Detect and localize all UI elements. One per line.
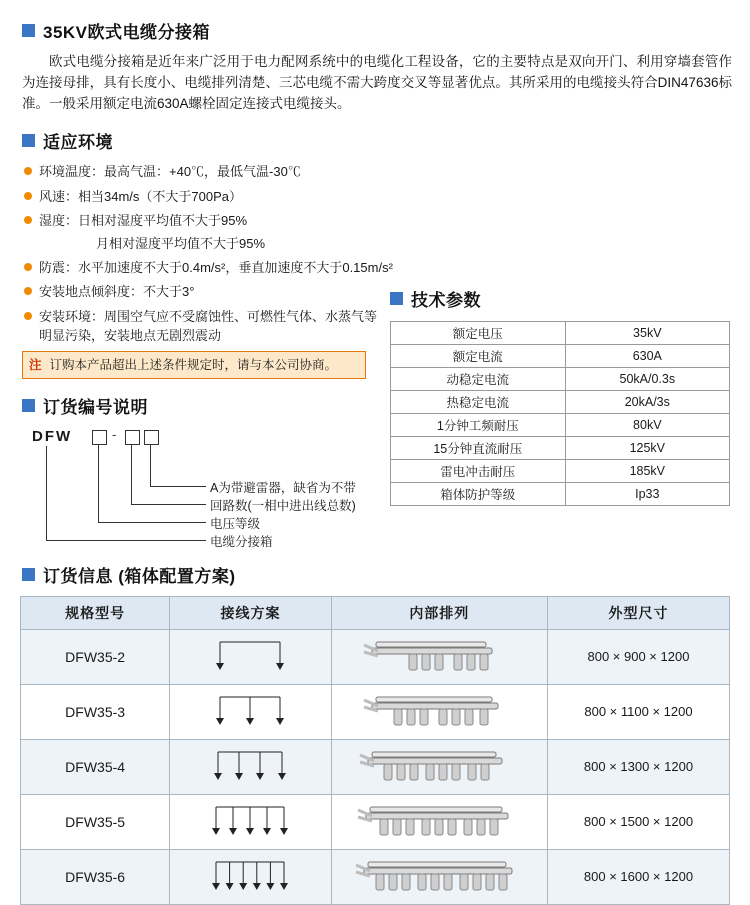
leader-line bbox=[46, 540, 206, 541]
cell-wiring-diagram bbox=[170, 629, 331, 684]
square-bullet-icon bbox=[22, 134, 35, 147]
table-row bbox=[21, 739, 730, 794]
tech-value: 35kV bbox=[565, 322, 729, 345]
cell-model: DFW35-3 bbox=[21, 684, 170, 739]
list-item bbox=[24, 307, 384, 345]
table-row bbox=[391, 368, 730, 391]
cell-model: DFW35-4 bbox=[21, 739, 170, 794]
tech-key: 额定电压 bbox=[391, 322, 566, 345]
square-bullet-icon bbox=[22, 24, 35, 37]
column-header-inner: 内部排列 bbox=[331, 596, 547, 629]
square-bullet-icon bbox=[390, 292, 403, 305]
wiring-diagram-5 bbox=[190, 801, 310, 843]
document-page bbox=[0, 18, 750, 885]
wiring-diagram-4 bbox=[190, 746, 310, 788]
cell-wiring-diagram bbox=[170, 684, 331, 739]
cell-dimensions: 800 × 1300 × 1200 bbox=[547, 739, 729, 794]
section-heading-ordercode-text: 订货编号说明 bbox=[43, 397, 148, 417]
tech-value: 630A bbox=[565, 345, 729, 368]
list-item-label: 安装环境：周围空气应不受腐蚀性、可燃性气体、水蒸气等明显污染，安装地点无剧烈震动 bbox=[39, 308, 378, 343]
tech-value: 125kV bbox=[565, 437, 729, 460]
wiring-diagram-3 bbox=[190, 691, 310, 733]
inner-layout-2 bbox=[354, 635, 524, 679]
intro-paragraph: 欧式电缆分接箱是近年来广泛用于电力配网系统中的电缆化工程设备，它的主要特点是双向开门、利用穿墙套管作为连接母排，具有长度小、电缆排列清楚、三芯电缆不需大跨度交叉等显著优点。其所采用的电缆接头符合DIN47636标准。一般采用额定电流630A螺栓固定连接式电缆接头。 bbox=[22, 54, 732, 111]
list-item bbox=[24, 258, 750, 277]
cell-inner-layout bbox=[331, 794, 547, 849]
code-legend-circuits: 回路数(一相中进出线总数) bbox=[210, 498, 356, 513]
section-heading-order-text: 订货信息 (箱体配置方案) bbox=[43, 566, 236, 586]
inner-layout-3 bbox=[354, 690, 524, 734]
inner-layout-4 bbox=[354, 745, 524, 789]
leader-line bbox=[150, 444, 151, 486]
page-title bbox=[22, 18, 750, 43]
section-heading-tech bbox=[390, 286, 735, 311]
code-legend-voltage: 电压等级 bbox=[210, 516, 261, 531]
cell-dimensions: 800 × 1500 × 1200 bbox=[547, 794, 729, 849]
tech-key: 雷电冲击耐压 bbox=[391, 460, 566, 483]
tech-value: 50kA/0.3s bbox=[565, 368, 729, 391]
column-header-model: 规格型号 bbox=[21, 596, 170, 629]
cell-dimensions: 800 × 1100 × 1200 bbox=[547, 684, 729, 739]
column-header-dimensions: 外型尺寸 bbox=[547, 596, 729, 629]
list-item-label: 安装地点倾斜度：不大于3° bbox=[39, 284, 195, 299]
table-row bbox=[391, 345, 730, 368]
cell-dimensions: 800 × 1600 × 1200 bbox=[547, 849, 729, 904]
inner-layout-5 bbox=[354, 800, 524, 844]
cell-model: DFW35-6 bbox=[21, 849, 170, 904]
tech-key: 1分钟工频耐压 bbox=[391, 414, 566, 437]
list-item-label: 湿度：日相对湿度平均值不大于95% bbox=[39, 213, 248, 228]
note-box bbox=[22, 351, 366, 379]
list-item-label: 环境温度：最高气温：+40℃，最低气温-30℃ bbox=[39, 164, 301, 179]
cell-inner-layout bbox=[331, 739, 547, 794]
cell-model: DFW35-2 bbox=[21, 629, 170, 684]
tech-key: 15分钟直流耐压 bbox=[391, 437, 566, 460]
tech-value: 20kA/3s bbox=[565, 391, 729, 414]
list-item bbox=[24, 187, 750, 206]
tech-key: 动稳定电流 bbox=[391, 368, 566, 391]
cell-inner-layout bbox=[331, 629, 547, 684]
leader-line bbox=[46, 446, 47, 540]
table-row bbox=[391, 391, 730, 414]
note-text: 订购本产品超出上述条件规定时，请与本公司协商。 bbox=[49, 357, 338, 372]
section-heading-environment-text: 适应环境 bbox=[43, 133, 113, 152]
code-legend-arrester: A为带避雷器，缺省为不带 bbox=[210, 480, 356, 495]
list-item-label: 风速：相当34m/s（不大于700Pa） bbox=[39, 188, 242, 204]
bullet-dot-icon bbox=[24, 263, 32, 271]
code-legend-product: 电缆分接箱 bbox=[210, 534, 273, 549]
note-label: 注 bbox=[29, 357, 42, 372]
section-heading-environment bbox=[22, 128, 750, 153]
leader-line bbox=[150, 486, 206, 487]
table-row bbox=[391, 322, 730, 345]
tech-value: Ip33 bbox=[565, 483, 729, 506]
order-info-table bbox=[20, 596, 730, 905]
bullet-dot-icon bbox=[24, 216, 32, 224]
table-row bbox=[391, 483, 730, 506]
cell-wiring-diagram bbox=[170, 849, 331, 904]
tech-key: 箱体防护等级 bbox=[391, 483, 566, 506]
cell-inner-layout bbox=[331, 684, 547, 739]
bullet-dot-icon bbox=[24, 167, 32, 175]
cell-model: DFW35-5 bbox=[21, 794, 170, 849]
list-item bbox=[24, 211, 750, 230]
section-heading-tech-text: 技术参数 bbox=[411, 291, 481, 310]
order-code-prefix: DFW bbox=[32, 427, 73, 445]
cell-dimensions: 800 × 900 × 1200 bbox=[547, 629, 729, 684]
bullet-dot-icon bbox=[24, 192, 32, 200]
table-row bbox=[391, 414, 730, 437]
inner-layout-6 bbox=[354, 855, 524, 899]
tech-value: 185kV bbox=[565, 460, 729, 483]
table-row bbox=[21, 849, 730, 904]
table-header-row bbox=[21, 596, 730, 629]
leader-line bbox=[131, 444, 132, 504]
page-title-text: 35KV欧式电缆分接箱 bbox=[43, 23, 211, 42]
square-bullet-icon bbox=[22, 399, 35, 412]
code-box-arrester bbox=[144, 430, 159, 445]
tech-params-block bbox=[390, 286, 735, 506]
table-row bbox=[21, 684, 730, 739]
tech-key: 额定电流 bbox=[391, 345, 566, 368]
tech-value: 80kV bbox=[565, 414, 729, 437]
bullet-dot-icon bbox=[24, 287, 32, 295]
cell-inner-layout bbox=[331, 849, 547, 904]
leader-line bbox=[98, 444, 99, 522]
tech-key: 热稳定电流 bbox=[391, 391, 566, 414]
leader-line bbox=[98, 522, 206, 523]
list-item-subline: 月相对湿度平均值不大于95% bbox=[96, 235, 266, 251]
list-item bbox=[24, 162, 750, 181]
bullet-dot-icon bbox=[24, 312, 32, 320]
leader-line bbox=[131, 504, 206, 505]
list-item-label: 防震：水平加速度不大于0.4m/s²，垂直加速度不大于0.15m/s² bbox=[39, 259, 393, 275]
column-header-wiring: 接线方案 bbox=[170, 596, 331, 629]
table-row bbox=[21, 794, 730, 849]
wiring-diagram-2 bbox=[190, 636, 310, 678]
table-row bbox=[391, 460, 730, 483]
wiring-diagram-6 bbox=[190, 856, 310, 898]
code-box-voltage bbox=[92, 430, 107, 445]
code-dash: - bbox=[112, 426, 117, 442]
code-box-circuits bbox=[125, 430, 140, 445]
square-bullet-icon bbox=[22, 568, 35, 581]
section-heading-order bbox=[22, 562, 750, 587]
table-row bbox=[391, 437, 730, 460]
cell-wiring-diagram bbox=[170, 794, 331, 849]
table-row bbox=[21, 629, 730, 684]
tech-params-table bbox=[390, 321, 730, 506]
cell-wiring-diagram bbox=[170, 739, 331, 794]
